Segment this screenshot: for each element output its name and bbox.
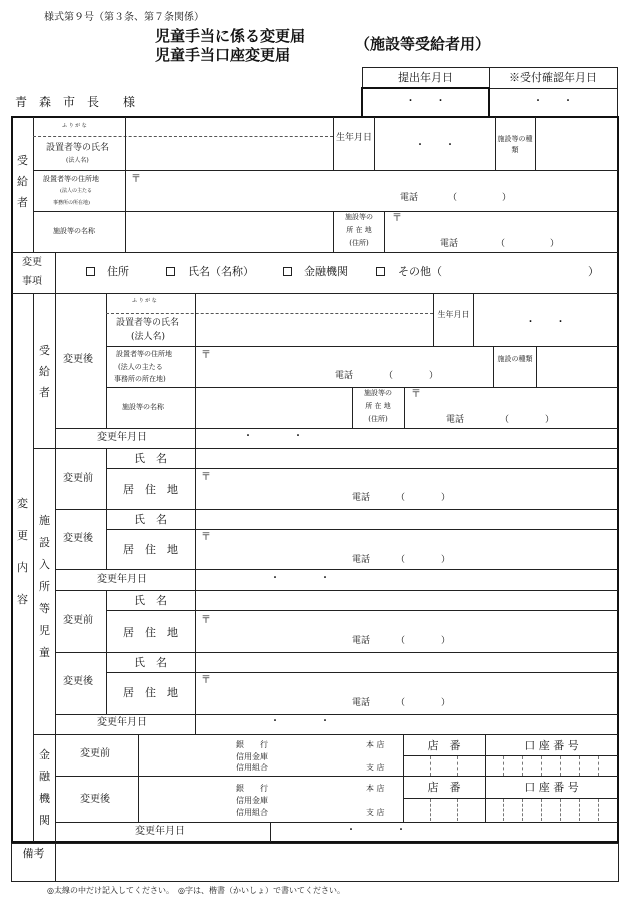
child2-before-postal: 〒 [201,615,211,626]
cd-birth-label: 生年月日 [437,310,470,319]
submission-date-dots: ・ ・ [405,96,446,107]
bank-before-account-label: 口 座 番 号 [524,739,579,752]
facility-phone-parens: （ ） [496,239,560,249]
child2-before-phone-parens: （ ） [396,636,451,646]
form-number: 様式第９号（第３条、第７条関係） [44,12,204,23]
cd-name-sub: (法人名) [131,332,166,342]
child2-change-date-label: 変更年月日 [97,717,147,728]
cd-address-field[interactable] [196,347,492,387]
cd-address-label: 設置者等の住所地 [116,350,172,358]
cd-postal-mark: 〒 [201,350,211,361]
facility-location-label-3: (住所) [349,239,369,247]
receipt-date-dots: ・ ・ [533,96,573,107]
child1-before-phone: 電話 [352,493,371,503]
cd-birth-dots: ・ ・ [525,317,566,328]
owner-address-field[interactable] [126,171,617,211]
facility-phone-label: 電話 [440,239,459,249]
cd-facility-type-label: 施設の種類 [497,355,533,363]
remarks-label: 備考 [22,847,45,860]
child1-before-residence-label: 居 住 地 [123,483,178,496]
child1-after-phone-parens: （ ） [396,555,451,565]
bank-before-branch: 支 店 [366,763,385,772]
form-subtitle: （施設等受給者用） [355,35,491,53]
cd-name-field[interactable] [196,314,432,346]
footer-note: ◎太線の中だけ記入してください。 ◎字は、楷書（かいしょ）で書いてください。 [47,886,345,895]
child1-after-label: 変更後 [63,533,93,544]
addressee: 青 森 市 長 様 [15,95,136,109]
child2-change-date-dots: ・ ・ [270,716,330,727]
owner-name-sub: (法人名) [66,157,89,164]
bank-after-account-label: 口 座 番 号 [524,781,579,794]
cd-facility-phone-parens: （ ） [500,415,555,425]
cd-name-label: 設置者等の氏名 [116,318,180,328]
bank-after-branch: 支 店 [366,808,385,817]
child2-before-residence-label: 居 住 地 [123,626,178,639]
child2-after-phone-parens: （ ） [396,698,451,708]
cd-facility-location-2: 所 在 地 [365,402,391,410]
change-details-label: 変更内容 [17,497,28,606]
checkbox-bank[interactable] [283,267,292,276]
owner-name-label: 設置者等の氏名 [46,143,110,153]
bank-after-label: 変更後 [80,794,110,805]
birth-date-label: 生年月日 [335,133,372,143]
form-title-1: 児童手当に係る変更届 [155,27,306,45]
child1-before-name-label: 氏 名 [134,452,167,465]
owner-address-label: 設置者等の住所地 [43,175,99,183]
bank-change-date-dots: ・ ・ [346,825,406,836]
option-name: 氏名（名称） [188,265,254,278]
bank-after-type-3: 信用組合 [236,808,268,817]
other-detail-field[interactable] [460,258,585,284]
child1-before-phone-parens: （ ） [396,493,451,503]
bank-change-date-label: 変更年月日 [135,826,185,837]
bank-before-type-2: 信用金庫 [236,752,268,761]
child2-after-label: 変更後 [63,676,93,687]
cd-address-sub1: (法人の主たる [118,363,163,371]
facility-name-field[interactable] [126,212,332,252]
birth-date-dots: ・ ・ [415,140,455,151]
bank-after-type-1: 銀 行 [236,784,268,793]
bank-before-name-field[interactable] [139,735,402,776]
child2-after-phone: 電話 [352,698,371,708]
bank-after-name-field[interactable] [139,777,402,821]
bank-before-head-office: 本 店 [366,740,385,749]
children-label: 施設入所等児童 [39,514,50,659]
facility-name-label: 施設等の名称 [53,227,95,235]
child1-after-phone: 電話 [352,555,371,565]
cd-facility-phone-label: 電話 [446,415,465,425]
recipient-section-label: 受給者 [17,154,28,209]
child2-before-label: 変更前 [63,615,93,626]
child1-after-postal: 〒 [201,532,211,543]
cd-after-label: 変更後 [63,354,93,365]
cd-facility-name-label: 施設等の名称 [122,403,164,411]
postal-mark: 〒 [131,174,141,185]
child1-after-name-label: 氏 名 [134,513,167,526]
child1-change-date-dots: ・ ・ [270,573,330,584]
receipt-date-label: ※受付確認年月日 [509,71,597,84]
child1-before-label: 変更前 [63,473,93,484]
cd-recipient-label: 受給者 [39,344,50,399]
child2-before-name-label: 氏 名 [134,594,167,607]
furigana-label: ふ り が な [62,123,87,129]
cd-furigana: ふ り が な [132,298,157,304]
remarks-field[interactable] [56,844,617,880]
child1-change-date-label: 変更年月日 [97,574,147,585]
bank-after-store-label: 店 番 [427,781,461,794]
child2-after-postal: 〒 [201,675,211,686]
child2-after-name-label: 氏 名 [134,656,167,669]
cd-facility-name-field[interactable] [196,388,351,427]
cd-facility-postal: 〒 [411,389,421,400]
owner-name-field[interactable] [126,137,332,170]
form-title-2: 児童手当口座変更届 [155,46,291,64]
facility-postal-mark: 〒 [392,213,402,224]
phone-parens: （ ） [448,193,512,203]
owner-address-sub2: 事務所の所在地) [53,200,90,206]
facility-location-label-1: 施設等の [345,213,373,221]
child2-after-residence-label: 居 住 地 [123,686,178,699]
submission-date-label: 提出年月日 [398,71,453,84]
bank-before-type-1: 銀 行 [236,740,268,749]
option-bank: 金融機関 [304,265,348,278]
child1-after-residence-label: 居 住 地 [123,543,178,556]
bank-before-type-3: 信用組合 [236,763,268,772]
cd-change-date-label: 変更年月日 [97,432,147,443]
bank-after-head-office: 本 店 [366,784,385,793]
other-close-paren: ） [588,265,599,278]
facility-location-label-2: 所 在 地 [346,226,372,234]
cd-phone-label: 電話 [335,371,354,381]
checkbox-other[interactable] [376,267,385,276]
phone-label: 電話 [400,193,419,203]
cd-address-sub2: 事務所の所在地) [114,375,166,383]
checkbox-name[interactable] [166,267,175,276]
facility-type-label: 施設等の種類 [497,135,533,154]
option-other: その他（ [398,265,442,278]
owner-address-sub1: (法人の主たる [60,188,92,194]
cd-facility-location-3: (住所) [368,415,388,423]
bank-section-label: 金融機関 [39,748,50,827]
bank-before-label: 変更前 [80,748,110,759]
cd-change-date-dots: ・ ・ [243,431,303,442]
cd-facility-location-1: 施設等の [364,389,392,397]
child1-before-postal: 〒 [201,472,211,483]
option-address: 住所 [107,265,129,278]
change-items-label-1: 変更 [22,257,42,268]
child2-before-phone: 電話 [352,636,371,646]
checkbox-address[interactable] [86,267,95,276]
bank-after-type-2: 信用金庫 [236,796,268,805]
bank-before-store-label: 店 番 [427,739,461,752]
change-items-label-2: 事項 [22,276,42,287]
cd-phone-parens: （ ） [384,371,439,381]
